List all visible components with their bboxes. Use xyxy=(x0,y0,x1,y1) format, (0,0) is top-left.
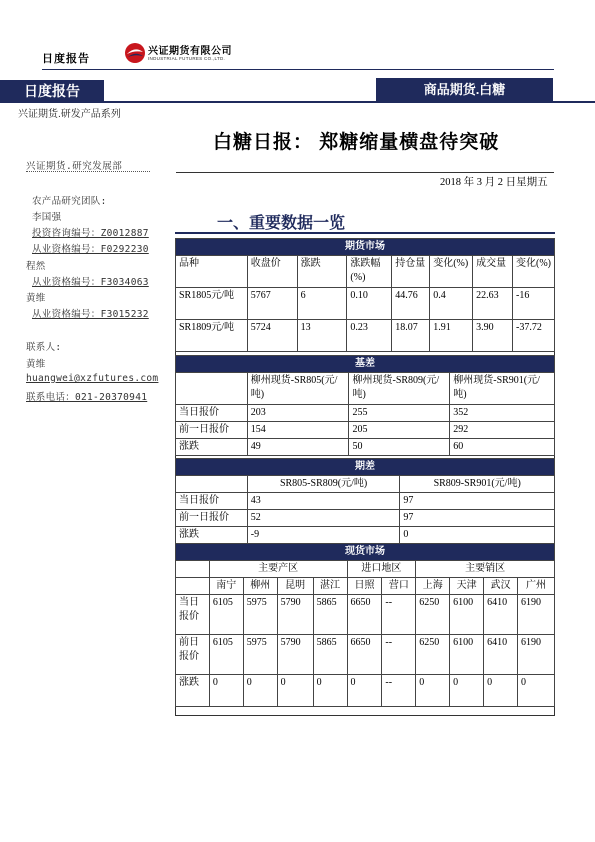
table-cell: 154 xyxy=(247,422,349,439)
contact-email-link[interactable]: huangwei@xzfutures.com xyxy=(26,373,159,384)
table-cell: 13 xyxy=(297,320,347,352)
table-cell: 6105 xyxy=(209,595,243,635)
series-label: 兴证期货.研发产品系列 xyxy=(18,109,121,120)
table-header: 广州 xyxy=(518,578,555,595)
table-header: 柳州现货-SR805(元/吨) xyxy=(247,373,349,405)
table-cell: 43 xyxy=(247,493,400,510)
table-header: 持仓量 xyxy=(392,256,430,288)
table-header: 涨跌 xyxy=(297,256,347,288)
table-cell: 5790 xyxy=(277,595,313,635)
table-header xyxy=(176,578,210,595)
table-header: SR805-SR809(元/吨) xyxy=(247,476,400,493)
contact-name: 黄维 xyxy=(26,359,46,370)
table-cell: 205 xyxy=(349,422,450,439)
table-row xyxy=(176,320,555,352)
table-header: 变化(%) xyxy=(430,256,473,288)
table-header: SR809-SR901(元/吨) xyxy=(400,476,555,493)
table-row xyxy=(176,527,555,544)
table-row xyxy=(176,422,555,439)
table-cell: 0 xyxy=(400,527,555,544)
table-header: 涨跌幅(%) xyxy=(347,256,392,288)
table-cell: 255 xyxy=(349,405,450,422)
table-header: 主要产区 xyxy=(209,561,347,578)
table-cell: 6100 xyxy=(450,595,484,635)
table-header xyxy=(176,476,248,493)
futures-table xyxy=(175,238,555,352)
table-header: 柳州现货-SR901(元/吨) xyxy=(450,373,555,405)
table-row xyxy=(176,288,555,320)
table-cell: 5975 xyxy=(243,595,277,635)
table-row xyxy=(176,675,555,707)
table-cell: 6410 xyxy=(484,635,518,675)
table-cell: 1.91 xyxy=(430,320,473,352)
table-header: 收盘价 xyxy=(247,256,297,288)
table-header: 南宁 xyxy=(209,578,243,595)
table-cell: 0 xyxy=(313,675,347,707)
table-cell: 49 xyxy=(247,439,349,456)
table-header: 湛江 xyxy=(313,578,347,595)
table-header: 天津 xyxy=(450,578,484,595)
table-cell: 当日报价 xyxy=(176,595,210,635)
table-cell: 0 xyxy=(518,675,555,707)
table-cell: 0.4 xyxy=(430,288,473,320)
table-header: 品种 xyxy=(176,256,248,288)
analyst-name: 程然 xyxy=(26,261,46,272)
company-logo xyxy=(124,40,264,70)
spot-band: 现货市场 xyxy=(176,544,555,561)
table-cell: 22.63 xyxy=(473,288,513,320)
table-cell: 18.07 xyxy=(392,320,430,352)
table-row xyxy=(176,405,555,422)
table-row xyxy=(176,595,555,635)
dept-name: 兴证期货.研究发展部 xyxy=(26,161,123,172)
table-cell: 涨跌 xyxy=(176,675,210,707)
contact-phone: 联系电话：021-20370941 xyxy=(26,392,148,403)
table-cell: SR1809元/吨 xyxy=(176,320,248,352)
contact-label: 联系人: xyxy=(26,342,62,353)
date-divider xyxy=(176,172,554,173)
table-cell: 涨跌 xyxy=(176,439,248,456)
team-label: 农产品研究团队: xyxy=(32,196,107,207)
table-cell: 97 xyxy=(400,493,555,510)
company-name-zh: 兴证期货有限公司 xyxy=(148,46,232,57)
table-cell: 0 xyxy=(209,675,243,707)
table-cell: 0 xyxy=(347,675,382,707)
table-cell: 6105 xyxy=(209,635,243,675)
table-cell: 6 xyxy=(297,288,347,320)
table-cell: 44.76 xyxy=(392,288,430,320)
table-cell: -- xyxy=(382,635,416,675)
table-cell: 50 xyxy=(349,439,450,456)
table-cell: -- xyxy=(382,595,416,635)
banner-left: 日度报告 xyxy=(0,80,104,102)
basis-table xyxy=(175,355,555,456)
table-cell: 6190 xyxy=(518,595,555,635)
table-cell: 5724 xyxy=(247,320,297,352)
section-divider xyxy=(175,232,555,234)
table-cell: 前日报价 xyxy=(176,635,210,675)
table-cell: 0 xyxy=(277,675,313,707)
table-cell: 97 xyxy=(400,510,555,527)
table-cell: 52 xyxy=(247,510,400,527)
table-header: 变化(%) xyxy=(513,256,555,288)
logo-mark-icon xyxy=(124,42,146,64)
table-cell: 6250 xyxy=(416,595,450,635)
table-header: 营口 xyxy=(382,578,416,595)
table-cell: SR1805元/吨 xyxy=(176,288,248,320)
table-header xyxy=(176,561,210,578)
table-cell: 6100 xyxy=(450,635,484,675)
table-row xyxy=(176,510,555,527)
table-cell: 5975 xyxy=(243,635,277,675)
table-cell: 6250 xyxy=(416,635,450,675)
table-cell: 0 xyxy=(243,675,277,707)
table-cell: 0 xyxy=(450,675,484,707)
table-cell: 0.23 xyxy=(347,320,392,352)
table-header xyxy=(176,373,248,405)
page-title: 白糖日报： 郑糖缩量横盘待突破 xyxy=(213,132,500,153)
table-cell: 前一日报价 xyxy=(176,422,248,439)
table-header: 日照 xyxy=(347,578,382,595)
spread-table xyxy=(175,458,555,544)
table-header: 武汉 xyxy=(484,578,518,595)
analyst-name: 李国强 xyxy=(32,212,62,223)
table-cell: 0 xyxy=(416,675,450,707)
table-cell: 5865 xyxy=(313,635,347,675)
table-cell: 6650 xyxy=(347,635,382,675)
table-row xyxy=(176,635,555,675)
table-cell: -16 xyxy=(513,288,555,320)
table-cell: 6190 xyxy=(518,635,555,675)
analyst-cert: 投资咨询编号：Z0012887 xyxy=(32,228,149,239)
banner-right: 商品期货.白糖 xyxy=(376,78,553,101)
table-header: 进口地区 xyxy=(347,561,416,578)
table-cell: -9 xyxy=(247,527,400,544)
table-cell: 6410 xyxy=(484,595,518,635)
table-cell: 当日报价 xyxy=(176,493,248,510)
banner-line xyxy=(0,101,595,103)
table-cell: 0 xyxy=(484,675,518,707)
table-header: 柳州现货-SR809(元/吨) xyxy=(349,373,450,405)
table-row xyxy=(176,493,555,510)
table-cell: 前一日报价 xyxy=(176,510,248,527)
table-cell: 203 xyxy=(247,405,349,422)
section-title: 一、重要数据一览 xyxy=(217,215,346,232)
spread-band: 期差 xyxy=(176,459,555,476)
table-cell: 292 xyxy=(450,422,555,439)
table-header: 成交量 xyxy=(473,256,513,288)
table-cell: 涨跌 xyxy=(176,527,248,544)
table-row xyxy=(176,439,555,456)
basis-band: 基差 xyxy=(176,356,555,373)
table-cell: 60 xyxy=(450,439,555,456)
table-cell: 当日报价 xyxy=(176,405,248,422)
table-cell: -- xyxy=(382,675,416,707)
analyst-cert: 从业资格编号：F3034063 xyxy=(32,277,149,288)
table-cell: -37.72 xyxy=(513,320,555,352)
report-type-label: 日度报告 xyxy=(42,53,90,65)
table-header: 上海 xyxy=(416,578,450,595)
table-header: 主要销区 xyxy=(416,561,555,578)
table-cell: 0.10 xyxy=(347,288,392,320)
analyst-cert: 从业资格编号：F3015232 xyxy=(32,309,149,320)
sidebar-divider xyxy=(26,171,150,172)
table-cell: 6650 xyxy=(347,595,382,635)
table-cell: 5865 xyxy=(313,595,347,635)
table-header: 柳州 xyxy=(243,578,277,595)
analyst-cert: 从业资格编号：F0292230 xyxy=(32,244,149,255)
spot-table xyxy=(175,543,555,707)
company-name-en: INDUSTRIAL FUTURES CO.,LTD. xyxy=(148,56,226,61)
table-cell: 5790 xyxy=(277,635,313,675)
table-cell: 3.90 xyxy=(473,320,513,352)
futures-band: 期货市场 xyxy=(176,239,555,256)
analyst-name: 黄维 xyxy=(26,293,46,304)
header-divider xyxy=(42,69,554,70)
table-cell: 5767 xyxy=(247,288,297,320)
report-date: 2018 年 3 月 2 日星期五 xyxy=(440,177,548,188)
table-cell: 352 xyxy=(450,405,555,422)
table-header: 昆明 xyxy=(277,578,313,595)
